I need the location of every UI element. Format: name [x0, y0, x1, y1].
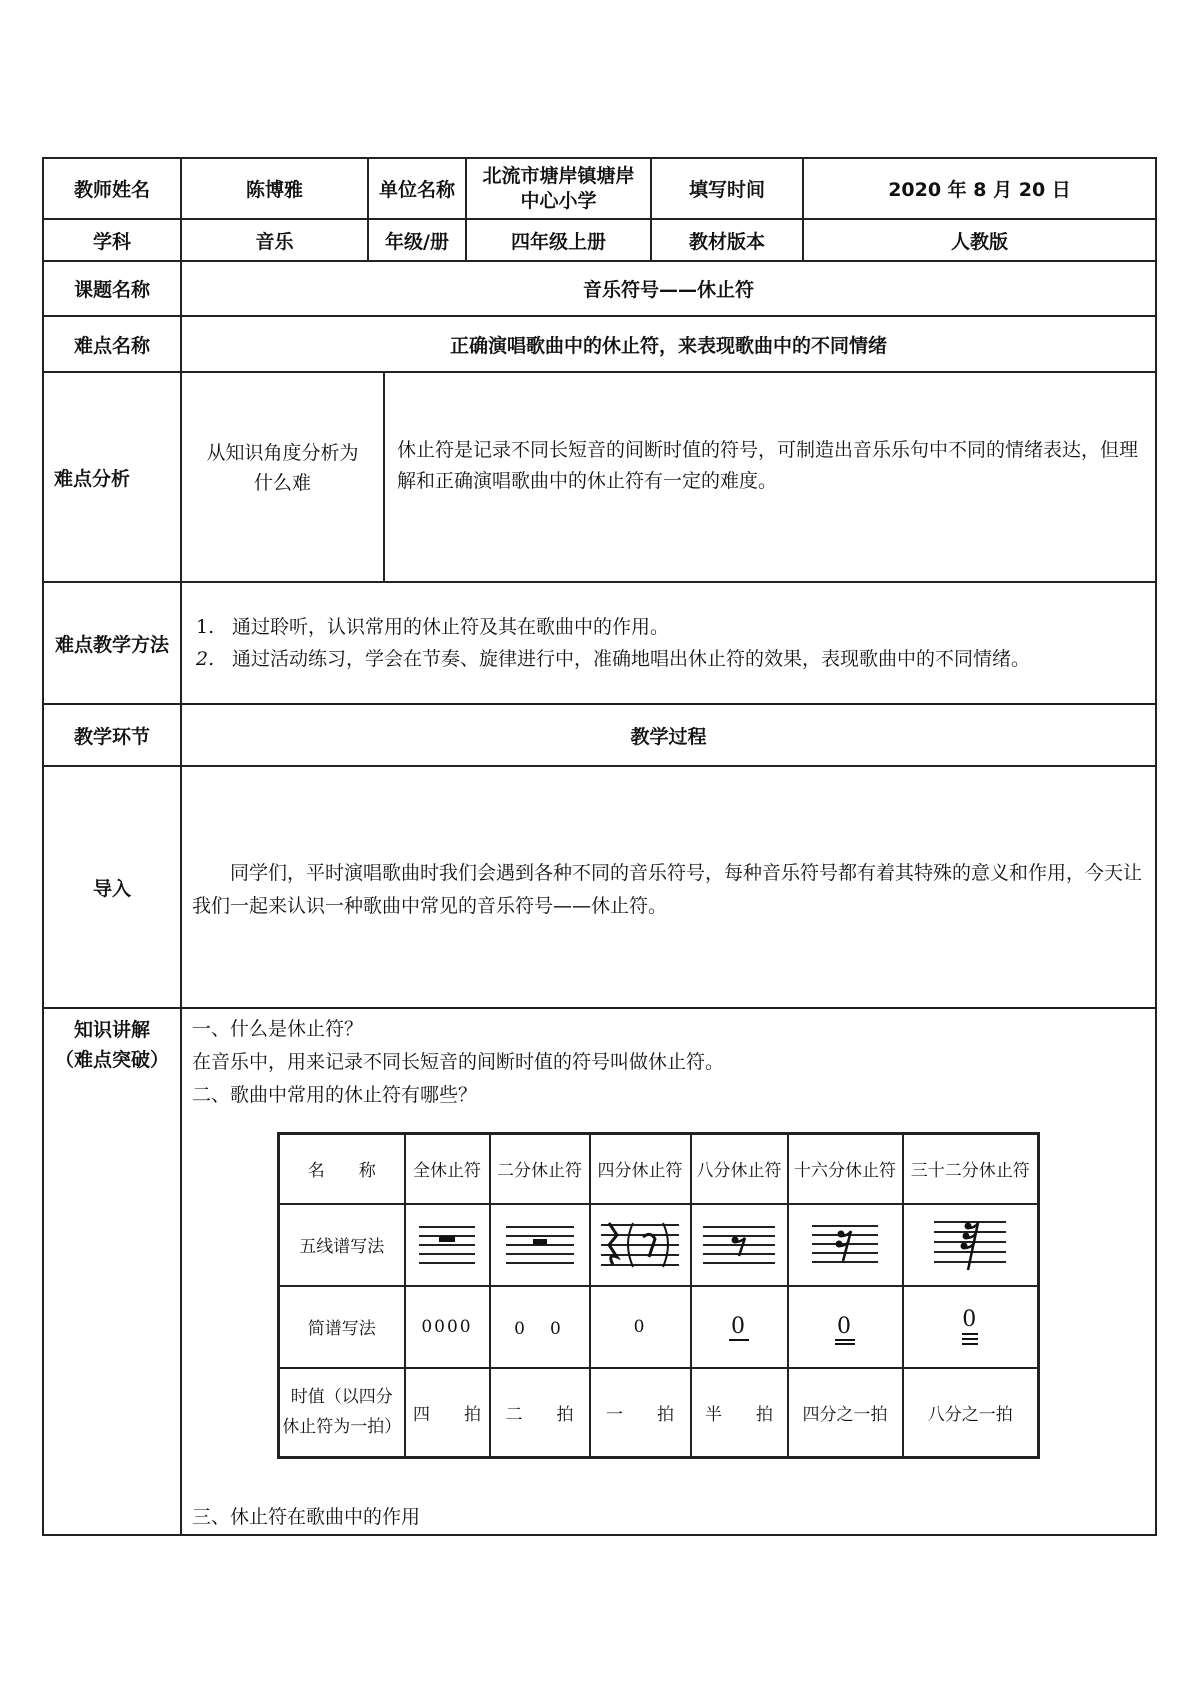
analysis-label: 难点分析 — [43, 372, 181, 582]
knowledge-q2: 二、歌曲中常用的休止符有哪些？ — [192, 1084, 478, 1106]
jianpu-whole: 0000 — [405, 1286, 490, 1368]
date-label: 填写时间 — [651, 158, 803, 219]
topic-label: 课题名称 — [43, 261, 181, 316]
rest-duration-label-line1: 时值（以四分 — [290, 1387, 393, 1408]
lesson-plan — [42, 157, 1155, 1536]
method-text: 通过聆听，认识常用的休止符及其在歌曲中的作用。 — [232, 616, 670, 638]
method-num: 1. — [196, 616, 215, 638]
jianpu-half: 0 0 — [490, 1286, 590, 1368]
staff-half-rest — [490, 1204, 590, 1286]
knowledge-q3: 三、休止符在歌曲中的作用 — [192, 1506, 421, 1528]
staff-thirtysecond-rest — [903, 1204, 1039, 1286]
rest-table-figure — [277, 1132, 1037, 1459]
rest-jianpu-label: 简谱写法 — [279, 1286, 405, 1368]
jianpu-thirtysecond: 0 — [962, 1306, 979, 1332]
half-rest-staff-icon — [504, 1220, 576, 1270]
method-item — [190, 611, 1147, 643]
difficulty-value: 正确演唱歌曲中的休止符，来表现歌曲中的不同情绪 — [181, 316, 1156, 372]
analysis-sub-label-line1: 从知识角度分析为 — [206, 442, 359, 464]
rest-duration-label — [279, 1368, 405, 1458]
intro-text — [181, 766, 1156, 1008]
rest-types-table — [277, 1132, 1040, 1459]
analysis-sub-label — [182, 373, 384, 581]
grade-value: 四年级上册 — [466, 219, 651, 261]
rest-name: 全休止符 — [405, 1134, 490, 1204]
rest-duration: 半 拍 — [691, 1368, 788, 1458]
jianpu-eighth: 0 — [731, 1314, 747, 1339]
staff-quarter-rest — [590, 1204, 691, 1286]
knowledge-a1: 在音乐中，用来记录不同长短音的间断时值的符号叫做休止符。 — [192, 1051, 725, 1073]
unit-label: 单位名称 — [368, 158, 466, 219]
thirtysecond-rest-staff-icon — [932, 1214, 1008, 1276]
jianpu-eighth-cell — [691, 1286, 788, 1368]
teacher-name: 陈博雅 — [181, 158, 368, 219]
sixteenth-rest-staff-icon — [810, 1219, 880, 1271]
edition-label: 教材版本 — [651, 219, 803, 261]
methods-list — [181, 582, 1156, 704]
analysis-text: 休止符是记录不同长短音的间断时值的符号，可制造出音乐乐句中不同的情绪表达，但理解和正确演唱歌曲中的休止符有一定的难度。 — [397, 439, 1139, 492]
rest-name: 四分休止符 — [590, 1134, 691, 1204]
rest-name-label: 名 称 — [279, 1134, 405, 1204]
knowledge-label-line2: （难点突破） — [54, 1049, 169, 1071]
intro-label: 导入 — [43, 766, 181, 1008]
lesson-plan-table — [42, 157, 1157, 1536]
teacher-label: 教师姓名 — [43, 158, 181, 219]
date-value: 2020 年 8 月 20 日 — [803, 158, 1156, 219]
difficulty-label: 难点名称 — [43, 316, 181, 372]
jianpu-thirtysecond-cell — [903, 1286, 1039, 1368]
grade-label: 年级/册 — [368, 219, 466, 261]
quarter-rest-staff-icon — [599, 1217, 681, 1273]
rest-name: 三十二分休止符 — [903, 1134, 1039, 1204]
triple-underline-icon — [961, 1332, 979, 1346]
whole-rest-staff-icon — [417, 1220, 477, 1270]
subject-value: 音乐 — [181, 219, 368, 261]
intro-text-content: 同学们，平时演唱歌曲时我们会遇到各种不同的音乐符号，每种音乐符号都有着其特殊的意义和作用，今天让我们一起来认识一种歌曲中常见的音乐符号——休止符。 — [192, 862, 1143, 917]
rest-duration: 四 拍 — [405, 1368, 490, 1458]
knowledge-q1: 一、什么是休止符？ — [192, 1018, 364, 1040]
rest-duration: 二 拍 — [490, 1368, 590, 1458]
subject-label: 学科 — [43, 219, 181, 261]
method-item — [190, 643, 1147, 675]
jianpu-sixteenth: 0 — [835, 1314, 855, 1345]
rest-name: 十六分休止符 — [788, 1134, 903, 1204]
rest-duration: 四分之一拍 — [788, 1368, 903, 1458]
method-num: 2. — [196, 648, 215, 670]
analysis-inner — [182, 373, 1155, 581]
staff-whole-rest — [405, 1204, 490, 1286]
analysis-sub-label-line2: 什么难 — [253, 472, 311, 494]
eighth-rest-staff-icon — [701, 1220, 777, 1270]
rest-duration: 八分之一拍 — [903, 1368, 1039, 1458]
rest-staff-label: 五线谱写法 — [279, 1204, 405, 1286]
method-text: 通过活动练习，学会在节奏、旋律进行中，准确地唱出休止符的效果，表现歌曲中的不同情绪。 — [232, 648, 1031, 670]
rest-name: 八分休止符 — [691, 1134, 788, 1204]
knowledge-label-line1: 知识讲解 — [73, 1019, 150, 1041]
topic-value: 音乐符号——休止符 — [181, 261, 1156, 316]
knowledge-label — [43, 1008, 181, 1535]
jianpu-quarter: 0 — [590, 1286, 691, 1368]
edition-value: 人教版 — [803, 219, 1156, 261]
staff-sixteenth-rest — [788, 1204, 903, 1286]
rest-duration-label-line2: 休止符为一拍） — [282, 1417, 402, 1438]
staff-eighth-rest — [691, 1204, 788, 1286]
process-value: 教学过程 — [181, 704, 1156, 766]
unit-name-line1: 北流市塘岸镇塘岸 — [482, 164, 635, 187]
jianpu-sixteenth-cell — [788, 1286, 903, 1368]
unit-name-line2: 中心小学 — [520, 189, 597, 212]
analysis-cell — [181, 372, 1156, 582]
knowledge-content — [181, 1008, 1156, 1535]
rest-name: 二分休止符 — [490, 1134, 590, 1204]
unit-name — [466, 158, 651, 219]
process-label: 教学环节 — [43, 704, 181, 766]
rest-duration: 一 拍 — [590, 1368, 691, 1458]
methods-label: 难点教学方法 — [43, 582, 181, 704]
